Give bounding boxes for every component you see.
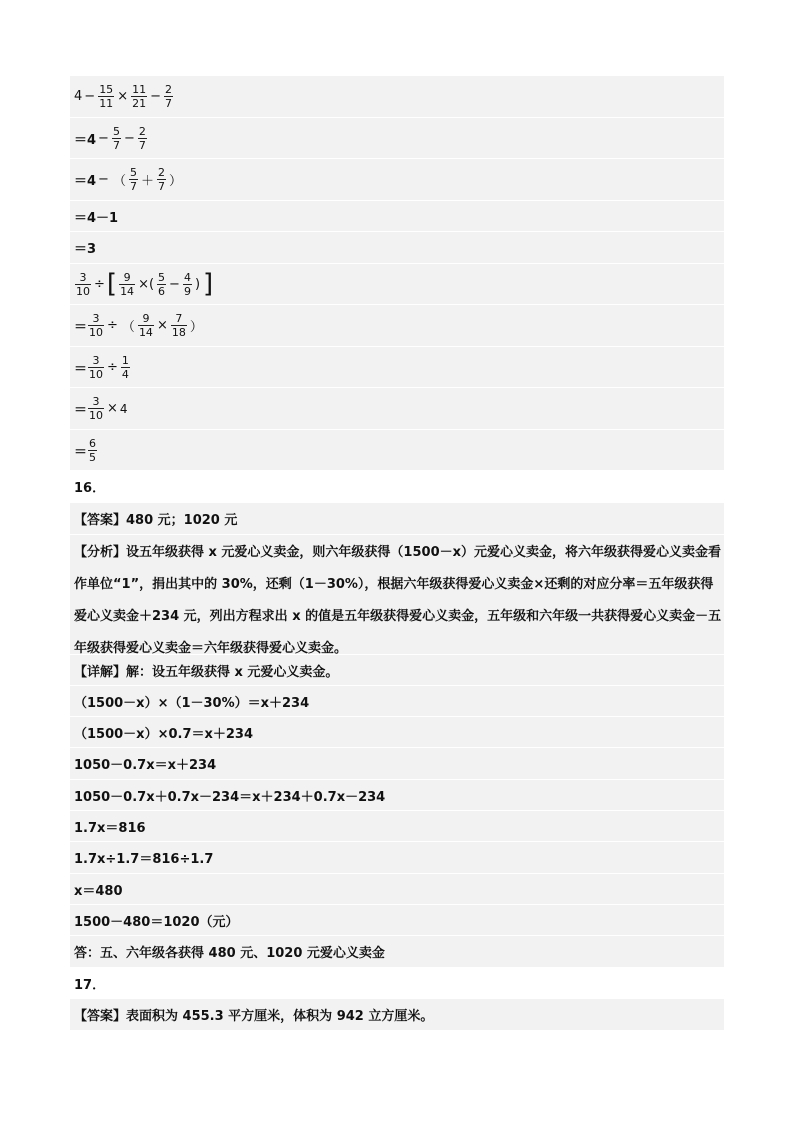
calc2-line2 [70, 305, 724, 347]
fraction-denominator: 6 [158, 284, 166, 298]
calc1-l5-text: ＝3 [74, 242, 97, 257]
fraction-numerator: 5 [158, 270, 166, 284]
calc1-l1-frac3 [164, 83, 173, 110]
calc2-l2-rparen: ） [189, 320, 203, 335]
q16-analysis [70, 535, 724, 655]
calc2-l2-lparen: （ [121, 320, 135, 335]
fraction-numerator: 9 [123, 270, 131, 284]
q16-step [70, 686, 724, 717]
calc1-l3-op1: − [98, 172, 109, 187]
answer-text: 【答案】表面积为 455.3 平方厘米，体积为 942 立方厘米。 [74, 1009, 434, 1024]
calc1-l3-frac1 [129, 166, 138, 193]
q16-step [70, 811, 724, 842]
calc2-l1-frac4 [183, 271, 192, 298]
calc1-l2-op2: − [123, 130, 135, 146]
calc2-l3-pre: ＝ [74, 361, 88, 377]
fraction-denominator: 10 [89, 326, 104, 339]
fraction-numerator: 2 [165, 83, 172, 96]
fraction-numerator: 5 [129, 166, 137, 179]
calc1-l1-frac1 [98, 83, 114, 110]
calc1-l3-pre: ＝4 [74, 174, 97, 189]
calc1-l1-frac2 [131, 83, 147, 110]
question-number: 16． [74, 481, 106, 496]
calc1-l1-op3: − [150, 89, 161, 104]
fraction-denominator: 7 [165, 97, 172, 110]
solution-page [70, 76, 724, 1031]
equation-step: （1500－x）×0.7＝x＋234 [74, 726, 254, 742]
calc1-l3-op2: ＋ [140, 174, 154, 189]
analysis-text: 【分析】设五年级获得 x 元爱心义卖金，则六年级获得（1500－x）元爱心义卖金，将六年级获得爱心义卖金看作单位“1”，捐出其中的 30%，还剩（1－30%），根据六年级获得爱心义卖金×还剩的对应分率＝五年级获得爱心义卖金＋234 元，列出方程求出 x 的值是五年级获得爱心义卖金，五年级和六年级一共获得爱心义卖金－五年级获得爱心义卖金＝六年级获得爱心义卖金。 [74, 545, 722, 656]
q16-answer [70, 503, 724, 535]
calc2-l2-frac3 [171, 312, 187, 339]
calc1-l3-rparen: ） [168, 174, 182, 189]
calc1-line3 [70, 159, 724, 201]
calc1-line4 [70, 201, 724, 232]
calc1-l1-op1: − [84, 89, 96, 104]
fraction-numerator: 5 [112, 124, 120, 138]
calc2-l3-op1: ÷ [107, 359, 118, 375]
calc2-l1-frac3 [157, 271, 166, 298]
calc2-l1-op3: − [169, 276, 180, 292]
q16-step [70, 717, 724, 748]
calc1-l1-op2: × [117, 89, 129, 104]
fraction-denominator: 7 [112, 138, 120, 152]
calc2-l5-frac1 [88, 437, 97, 464]
q16-final-answer [70, 936, 724, 968]
fraction-numerator: 6 [89, 436, 97, 450]
fraction-numerator: 2 [157, 166, 165, 179]
fraction-numerator: 2 [138, 124, 146, 138]
equation-step: 1050－0.7x＝x＋234 [74, 758, 217, 773]
calc1-line2 [70, 118, 724, 159]
calc2-line3 [70, 347, 724, 388]
calc2-l4-frac1 [88, 395, 104, 422]
calc2-l2-op2: × [156, 318, 168, 333]
calc2-l2-pre: ＝ [74, 320, 88, 335]
calc2-l1-lbracket: [ [106, 269, 118, 299]
fraction-denominator: 7 [157, 180, 165, 193]
calc2-line4 [70, 388, 724, 430]
fraction-denominator: 14 [138, 326, 153, 339]
q17-answer [70, 999, 724, 1031]
calc2-l3-frac2 [121, 354, 130, 381]
fraction-numerator: 3 [92, 395, 100, 408]
fraction-denominator: 9 [183, 284, 191, 298]
calc2-l1-op1: ÷ [94, 276, 105, 292]
fraction-denominator: 7 [138, 138, 146, 152]
calc1-l4-text: ＝4－1 [74, 210, 119, 226]
equation-step: 1500－480＝1020（元） [74, 914, 239, 930]
calc1-line5 [70, 232, 724, 264]
calc2-l1-rparen: ) [194, 276, 201, 292]
calc1-l1-a: 4 [74, 89, 83, 104]
calc1-l2-pre: ＝4 [74, 132, 97, 148]
calc2-l1-rbracket: ] [203, 269, 214, 299]
question-number: 17． [74, 977, 106, 993]
fraction-numerator: 3 [79, 270, 87, 284]
calc1-line1 [70, 76, 724, 118]
equation-step: x＝480 [74, 883, 123, 899]
q16-number [70, 471, 724, 503]
fraction-numerator: 15 [99, 83, 114, 96]
detail-text: 【详解】解：设五年级获得 x 元爱心义卖金。 [74, 664, 339, 680]
final-answer-text: 答：五、六年级各获得 480 元、1020 元爱心义卖金 [74, 946, 385, 961]
fraction-denominator: 7 [129, 180, 137, 193]
q16-step [70, 748, 724, 780]
calc1-l2-op1: − [98, 130, 109, 146]
calc2-l1-frac2 [119, 271, 135, 298]
fraction-denominator: 10 [89, 409, 104, 422]
calc2-line1 [70, 264, 724, 305]
calc1-l2-frac1 [112, 125, 121, 152]
fraction-numerator: 3 [92, 312, 100, 325]
calc2-l4-value: 4 [119, 401, 128, 416]
calc2-l5-pre: ＝ [74, 444, 88, 460]
fraction-numerator: 1 [121, 353, 129, 367]
fraction-denominator: 5 [89, 450, 97, 464]
calc2-l2-op1: ÷ [107, 318, 118, 333]
calc2-l2-frac2 [138, 312, 154, 339]
fraction-numerator: 3 [92, 353, 100, 367]
q16-step [70, 780, 724, 811]
equation-step: （1500－x）×（1－30%）＝x＋234 [74, 695, 310, 711]
fraction-denominator: 21 [132, 97, 147, 110]
calc2-l4-pre: ＝ [74, 403, 88, 418]
fraction-denominator: 4 [121, 367, 129, 381]
equation-step: 1050－0.7x＋0.7x－234＝x＋234＋0.7x－234 [74, 789, 386, 805]
fraction-denominator: 18 [171, 326, 186, 339]
fraction-denominator: 14 [120, 284, 135, 298]
q17-number [70, 968, 724, 999]
fraction-denominator: 10 [76, 284, 90, 298]
fraction-denominator: 11 [99, 97, 114, 110]
fraction-numerator: 4 [183, 270, 191, 284]
calc2-line5 [70, 430, 724, 471]
fraction-numerator: 9 [142, 312, 150, 325]
calc2-l1-op2: ×( [138, 276, 155, 292]
fraction-denominator: 10 [89, 367, 104, 381]
answer-text: 【答案】480 元；1020 元 [74, 513, 238, 528]
q16-detail [70, 655, 724, 686]
fraction-numerator: 7 [175, 312, 183, 325]
calc2-l4-op1: × [107, 401, 118, 416]
calc1-l3-frac2 [157, 166, 166, 193]
q16-step [70, 874, 724, 905]
q16-step [70, 842, 724, 874]
q16-step [70, 905, 724, 936]
calc2-l2-frac1 [88, 312, 104, 339]
calc2-l3-frac1 [88, 354, 104, 381]
equation-step: 1.7x÷1.7＝816÷1.7 [74, 852, 214, 867]
calc2-l1-frac1 [75, 271, 91, 298]
calc1-l2-frac2 [138, 125, 147, 152]
calc1-l3-lparen: （ [112, 174, 126, 189]
equation-step: 1.7x＝816 [74, 820, 146, 836]
fraction-numerator: 11 [132, 83, 147, 96]
